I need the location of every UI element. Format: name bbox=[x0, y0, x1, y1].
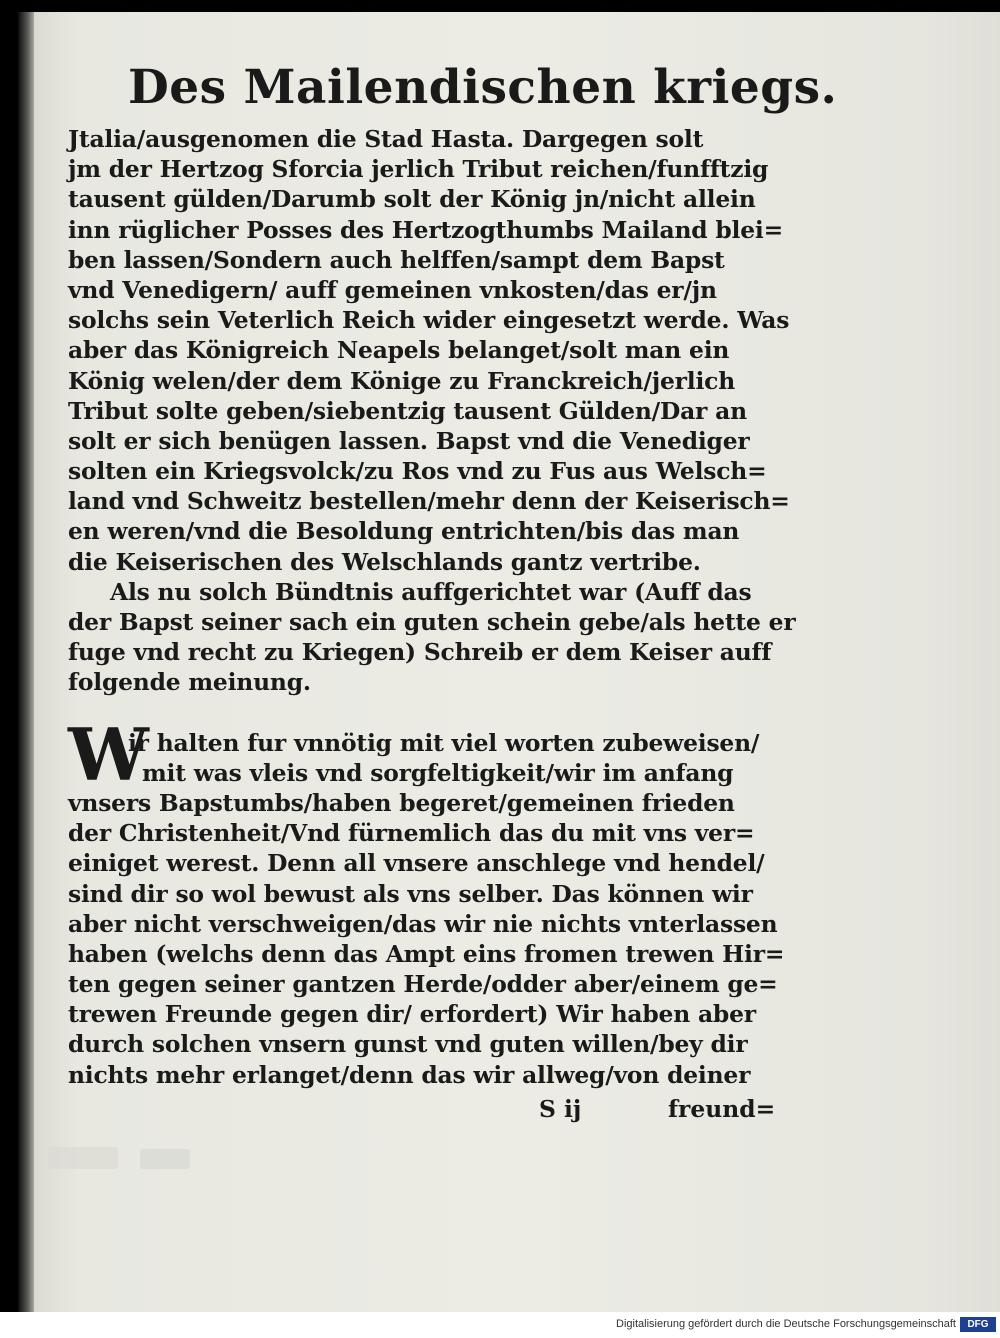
funding-credit: Digitalisierung gefördert durch die Deutsche Forschungsgemeinschaft bbox=[616, 1318, 956, 1330]
catchword: freund= bbox=[668, 1094, 776, 1123]
paragraph-1 bbox=[68, 124, 788, 577]
bleed-through-mark bbox=[48, 1147, 118, 1169]
text-line: sind dir so wol bewust als vns selber. Das können wir bbox=[68, 879, 753, 908]
text-line: solchs sein Veterlich Reich wider eingesetzt werde. Was bbox=[68, 306, 790, 335]
text-line: fuge vnd recht zu Kriegen) Schreib er dem Keiser auff bbox=[68, 638, 772, 667]
text-line: solten ein Kriegsvolck/zu Ros vnd zu Fus aus Welsch= bbox=[68, 457, 767, 486]
text-line: mit was vleis vnd sorgfeltigkeit/wir im anfang bbox=[142, 758, 734, 787]
paragraph-3 bbox=[68, 711, 788, 1090]
text-line: die Keiserischen des Welschlands gantz vertribe. bbox=[68, 547, 701, 576]
text-line: tausent gülden/Darumb solt der König jn/nicht allein bbox=[68, 185, 756, 214]
paragraph-2 bbox=[68, 577, 796, 698]
text-line: vnsers Bapstumbs/haben begeret/gemeinen frieden bbox=[68, 788, 735, 817]
footer-bar bbox=[0, 1312, 1000, 1338]
signature-line bbox=[68, 1094, 788, 1124]
signature-mark: S ij bbox=[539, 1094, 582, 1123]
page-gutter bbox=[18, 12, 34, 1312]
text-line: durch solchen vnsern gunst vnd guten willen/bey dir bbox=[68, 1030, 748, 1059]
text-line: inn rüglicher Posses des Hertzogthumbs Mailand blei= bbox=[68, 215, 784, 244]
text-line: haben (welchs denn das Ampt eins fromen trewen Hir= bbox=[68, 939, 785, 968]
text-line: aber das Königreich Neapels belanget/solt man ein bbox=[68, 336, 730, 365]
text-line: Als nu solch Bündtnis auffgerichtet war (Auff das bbox=[110, 577, 752, 606]
text-line: land vnd Schweitz bestellen/mehr denn der Keiserisch= bbox=[68, 487, 790, 516]
text-block bbox=[68, 52, 838, 1124]
text-line: en weren/vnd die Besoldung entrichten/bis das man bbox=[68, 517, 740, 546]
text-line: ben lassen/Sondern auch helffen/sampt dem Bapst bbox=[68, 245, 725, 274]
text-line: Tribut solte geben/siebentzig tausent Gülden/Dar an bbox=[68, 396, 747, 425]
text-line: ten gegen seiner gantzen Herde/odder aber/einem ge= bbox=[68, 970, 778, 999]
text-line: solt er sich benügen lassen. Bapst vnd die Venediger bbox=[68, 426, 750, 455]
book-page bbox=[18, 12, 1000, 1312]
text-line: jm der Hertzog Sforcia jerlich Tribut reichen/funfftzig bbox=[68, 155, 769, 184]
text-line: folgende meinung. bbox=[68, 668, 311, 697]
text-line: einiget werest. Denn all vnsere anschlege vnd hendel/ bbox=[68, 849, 765, 878]
text-line: ir halten fur vnnötig mit viel worten zubeweisen/ bbox=[128, 728, 760, 757]
text-line: trewen Freunde gegen dir/ erfordert) Wir haben aber bbox=[68, 1000, 756, 1029]
text-line: nichts mehr erlanget/denn das wir allweg/von deiner bbox=[68, 1060, 751, 1089]
running-head: Des Mailendischen kriegs. bbox=[128, 60, 838, 115]
text-line: Jtalia/ausgenomen die Stad Hasta. Dargegen solt bbox=[68, 125, 704, 153]
text-line: der Bapst seiner sach ein guten schein gebe/als hette er bbox=[68, 608, 796, 636]
text-line: der Christenheit/Vnd fürnemlich das du mit vns ver= bbox=[68, 819, 755, 848]
text-line: König welen/der dem Könige zu Franckreich/jerlich bbox=[68, 366, 735, 395]
dfg-logo-icon: DFG bbox=[960, 1317, 996, 1332]
drop-cap-initial: W bbox=[68, 711, 149, 797]
bleed-through-mark bbox=[140, 1149, 190, 1169]
text-line: aber nicht verschweigen/das wir nie nichts vnterlassen bbox=[68, 909, 778, 938]
text-line: vnd Venedigern/ auff gemeinen vnkosten/das er/jn bbox=[68, 275, 717, 304]
